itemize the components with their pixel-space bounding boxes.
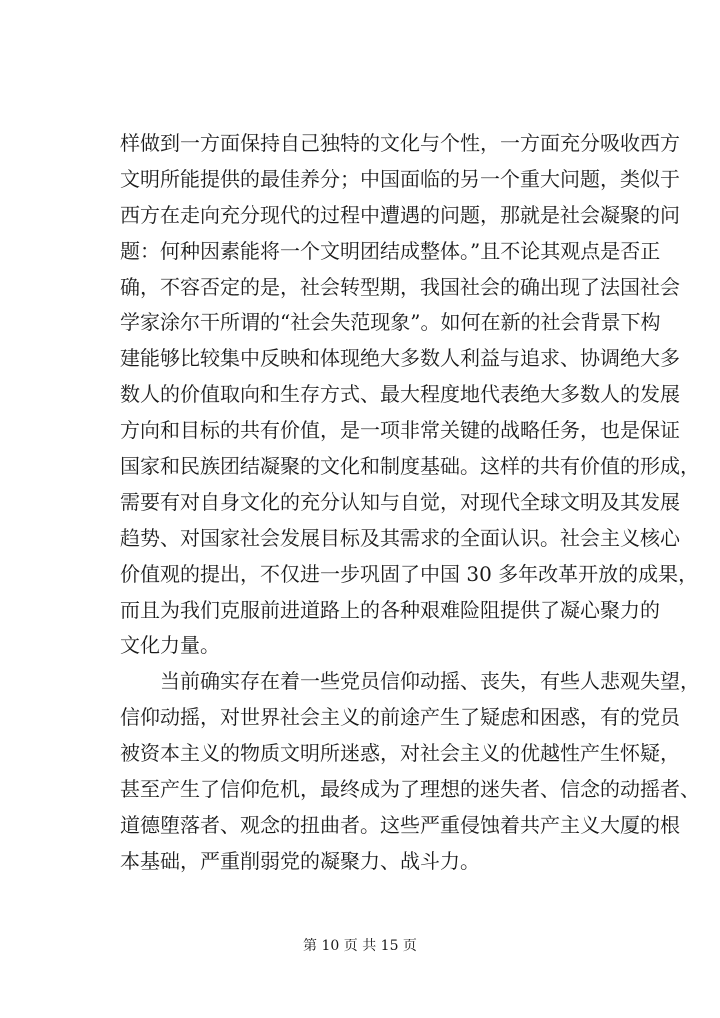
- text-line: 学家涂尔干所谓的“社会失范现象”。如何在新的社会背景下构: [120, 310, 661, 335]
- text-line: 文明所能提供的最佳养分；中国面临的另一个重大问题，类似于: [120, 166, 680, 191]
- text-line: 西方在走向充分现代的过程中遭遇的问题，那就是社会凝聚的问: [120, 202, 680, 227]
- text-line: 建能够比较集中反映和体现绝大多数人利益与追求、协调绝大多: [120, 346, 680, 371]
- text-line: 样做到一方面保持自己独特的文化与个性，一方面充分吸收西方: [120, 131, 680, 155]
- text-line: 被资本主义的物质文明所迷惑，对社会主义的优越性产生怀疑，: [120, 741, 680, 766]
- paragraph-2: [120, 664, 700, 879]
- text-line: 道德堕落者、观念的扭曲者。这些严重侵蚀着共产主义大厦的根: [120, 812, 680, 837]
- text-line: 数人的价值取向和生存方式、最大程度地代表绝大多数人的发展: [120, 382, 680, 407]
- text-line: 需要有对自身文化的充分认知与自觉，对现代全球文明及其发展: [120, 489, 680, 514]
- text-line: 题：何种因素能将一个文明团结成整体。”且不论其观点是否正: [120, 238, 661, 263]
- text-line: 国家和民族团结凝聚的文化和制度基础。这样的共有价值的形成，: [120, 454, 700, 479]
- paragraph-1: [120, 126, 700, 664]
- text-line: 本基础，严重削弱党的凝聚力、战斗力。: [120, 848, 480, 873]
- text-line: 方向和目标的共有价值，是一项非常关键的战略任务，也是保证: [120, 418, 680, 443]
- text-line: 甚至产生了信仰危机，最终成为了理想的迷失者、信念的动摇者、: [120, 777, 700, 802]
- text-line: 确，不容否定的是，社会转型期，我国社会的确出现了法国社会: [120, 274, 680, 299]
- page-number-footer: 第 10 页 共 15 页: [303, 938, 417, 954]
- text-line: 趋势、对国家社会发展目标及其需求的全面认识。社会主义核心: [120, 525, 680, 550]
- text-line: 信仰动摇，对世界社会主义的前途产生了疑虑和困惑，有的党员: [120, 705, 680, 730]
- text-line: 当前确实存在着一些党员信仰动摇、丧失，有些人悲观失望，: [160, 669, 700, 694]
- text-line: 而且为我们克服前进道路上的各种艰难险阻提供了凝心聚力的: [120, 597, 660, 622]
- text-line: 价值观的提出，不仅进一步巩固了中国 30 多年改革开放的成果，: [120, 561, 699, 586]
- body-text: [120, 126, 700, 880]
- text-line: 文化力量。: [120, 633, 220, 658]
